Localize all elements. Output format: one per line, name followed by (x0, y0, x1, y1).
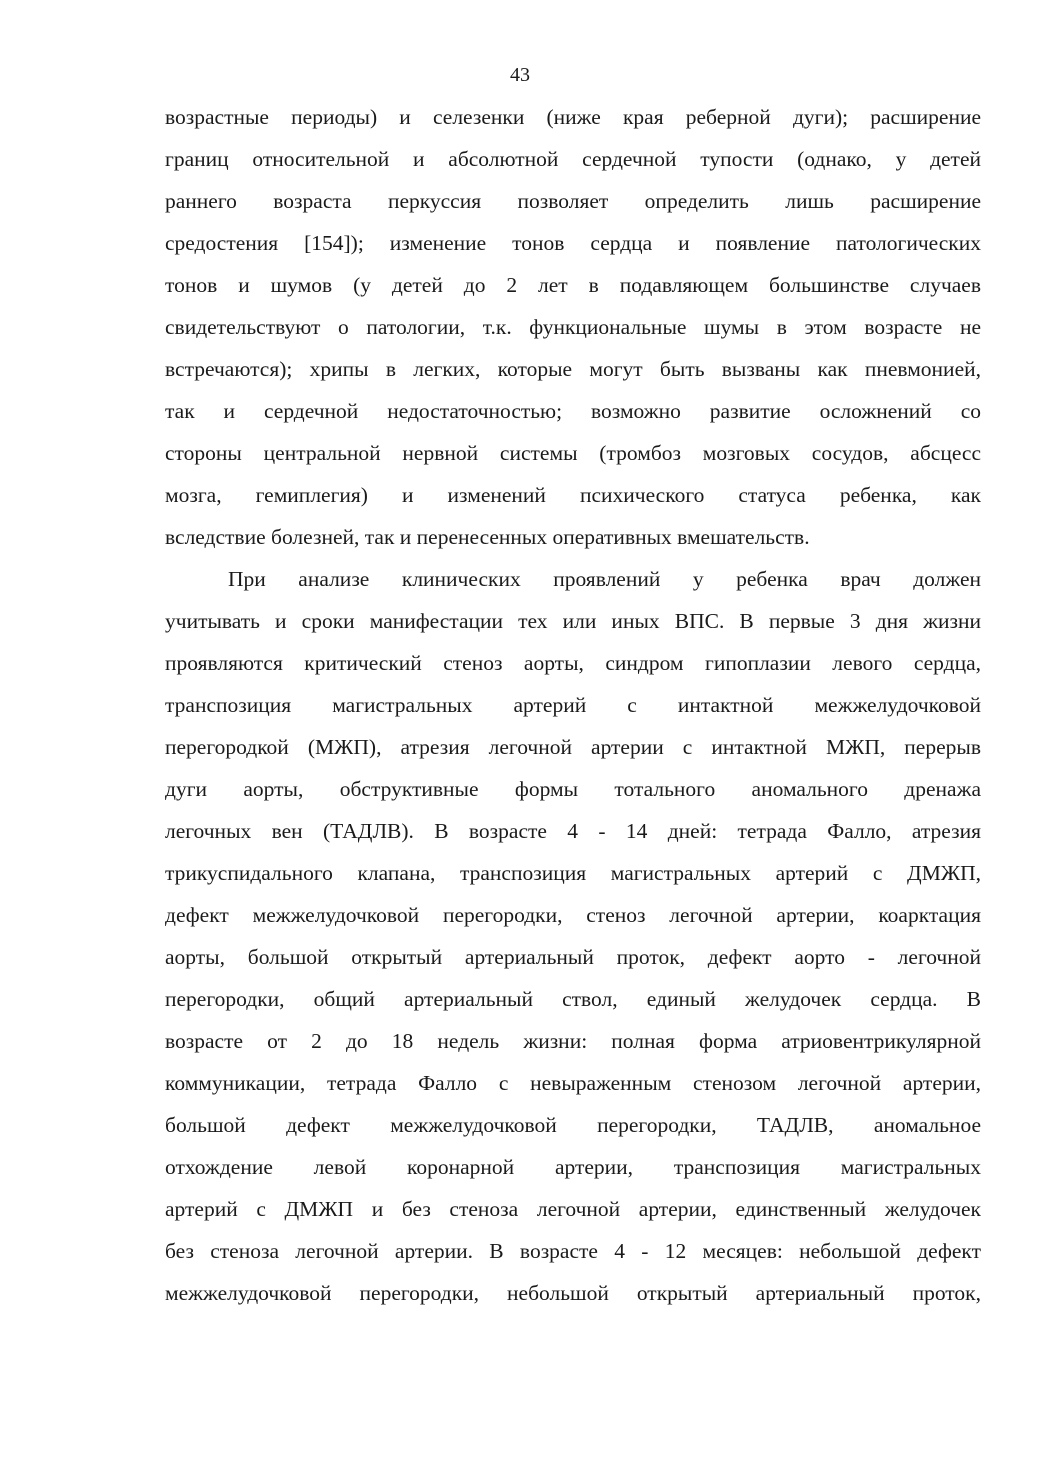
text-line: дуги аорты, обструктивные формы тотального аномального дренажа (165, 777, 981, 801)
text-line: дефект межжелудочковой перегородки, стеноз легочной артерии, коарктация (165, 903, 981, 927)
text-line: перегородкой (МЖП), атрезия легочной артерии с интактной МЖП, перерыв (165, 735, 981, 759)
text-line: возрасте от 2 до 18 недель жизни: полная форма атриовентрикулярной (165, 1029, 981, 1053)
page-number: 43 (510, 64, 530, 86)
text-line: средостения [154]); изменение тонов сердца и появление патологических (165, 231, 981, 255)
text-line: проявляются критический стеноз аорты, синдром гипоплазии левого сердца, (165, 651, 981, 675)
text-line: свидетельствуют о патологии, т.к. функциональные шумы в этом возрасте не (165, 315, 981, 339)
text-line: встречаются); хрипы в легких, которые могут быть вызваны как пневмонией, (165, 357, 981, 381)
text-line: стороны центральной нервной системы (тромбоз мозговых сосудов, абсцесс (165, 441, 981, 465)
text-line: межжелудочковой перегородки, небольшой открытый артериальный проток, (165, 1281, 981, 1305)
text-line: аорты, большой открытый артериальный проток, дефект аорто ‐ легочной (165, 945, 981, 969)
text-line: перегородки, общий артериальный ствол, единый желудочек сердца. В (165, 987, 981, 1011)
text-line: отхождение левой коронарной артерии, транспозиция магистральных (165, 1155, 981, 1179)
text-line: без стеноза легочной артерии. В возрасте 4 ‐ 12 месяцев: небольшой дефект (165, 1239, 981, 1263)
text-line: мозга, гемиплегия) и изменений психического статуса ребенка, как (165, 483, 981, 507)
text-line: учитывать и сроки манифестации тех или иных ВПС. В первые 3 дня жизни (165, 609, 981, 633)
text-line: легочных вен (ТАДЛВ). В возрасте 4 ‐ 14 дней: тетрада Фалло, атрезия (165, 819, 981, 843)
text-line: большой дефект межжелудочковой перегородки, ТАДЛВ, аномальное (165, 1113, 981, 1137)
text-line: транспозиция магистральных артерий с интактной межжелудочковой (165, 693, 981, 717)
text-line: коммуникации, тетрада Фалло с невыраженным стенозом легочной артерии, (165, 1071, 981, 1095)
text-line: артерий с ДМЖП и без стеноза легочной артерии, единственный желудочек (165, 1197, 981, 1221)
text-line: возрастные периоды) и селезенки (ниже края реберной дуги); расширение (165, 105, 981, 129)
text-line: трикуспидального клапана, транспозиция магистральных артерий с ДМЖП, (165, 861, 981, 885)
text-line: тонов и шумов (у детей до 2 лет в подавляющем большинстве случаев (165, 273, 981, 297)
text-line: так и сердечной недостаточностью; возможно развитие осложнений со (165, 399, 981, 423)
body-text (165, 96, 981, 1314)
paragraph-start-line: При анализе клинических проявлений у ребенка врач должен (228, 567, 981, 591)
text-line: границ относительной и абсолютной сердечной тупости (однако, у детей (165, 147, 981, 171)
paragraph-end-line: вследствие болезней, так и перенесенных оперативных вмешательств. (165, 525, 810, 549)
text-line: раннего возраста перкуссия позволяет определить лишь расширение (165, 189, 981, 213)
